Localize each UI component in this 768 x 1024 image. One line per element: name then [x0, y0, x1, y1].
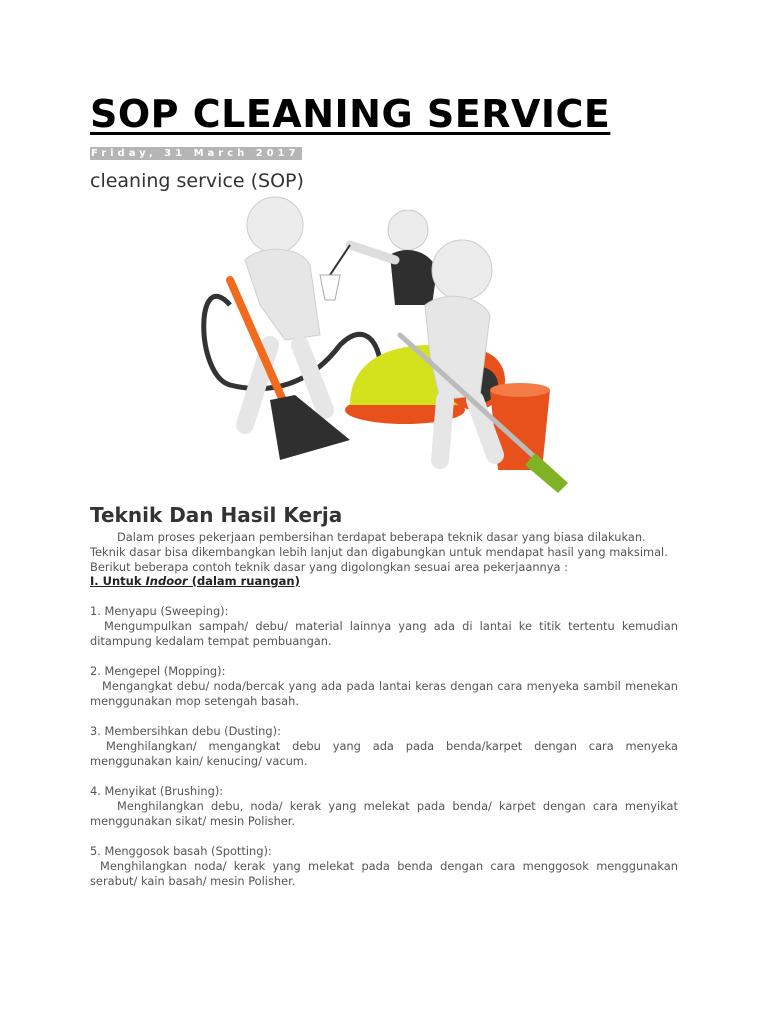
- item-body: Menghilangkan noda/ kerak yang melekat pada benda dengan cara menggosok menggunakan serabut/ kain basah/ mesin Polisher.: [90, 859, 678, 888]
- item-body: Menghilangkan debu, noda/ kerak yang melekat pada benda/ karpet dengan cara menyikat menggunakan sikat/ mesin Polisher.: [90, 799, 678, 828]
- list-item: [90, 664, 678, 709]
- item-title: 1. Menyapu (Sweeping):: [90, 604, 229, 618]
- intro-line-1: Dalam proses pekerjaan pembersihan terdapat beberapa teknik dasar yang biasa dilakukan. Teknik dasar bisa dikembangkan lebih lanjut dan digabungkan untuk mendapat hasil yang maksimal.: [90, 530, 668, 559]
- list-item: [90, 844, 678, 889]
- subheading-indoor: Indoor: [145, 574, 188, 588]
- intro-paragraph: [90, 530, 678, 575]
- intro-line-2: Berikut beberapa contoh teknik dasar yang digolongkan sesuai area pekerjaannya :: [90, 560, 568, 574]
- post-date: Friday, 31 March 2017: [91, 148, 300, 159]
- list-item: [90, 724, 678, 769]
- item-body: Mengumpulkan sampah/ debu/ material lainnya yang ada di lantai ke titik tertentu kemudian ditampung kedalam tempat pembuangan.: [90, 619, 678, 648]
- list-item: [90, 604, 678, 649]
- item-title: 2. Mengepel (Mopping):: [90, 664, 226, 678]
- item-title: 5. Menggosok basah (Spotting):: [90, 844, 272, 858]
- section-heading: Teknik Dan Hasil Kerja: [90, 503, 343, 527]
- subheading-suffix: (dalam ruangan): [187, 574, 300, 588]
- list-item: [90, 784, 678, 829]
- item-title: 3. Membersihkan debu (Dusting):: [90, 724, 281, 738]
- item-title: 4. Menyikat (Brushing):: [90, 784, 224, 798]
- item-body: Mengangkat debu/ noda/bercak yang ada pada lantai keras dengan cara menyeka sambil menekan menggunakan mop setengah basah.: [90, 679, 678, 708]
- cleaning-team-illustration: [190, 195, 580, 495]
- item-body: Menghilangkan/ mengangkat debu yang ada pada benda/karpet dengan cara menyeka menggunakan kain/ kenucing/ vacum.: [90, 739, 678, 768]
- post-heading: cleaning service (SOP): [90, 170, 304, 192]
- subheading-prefix: I. Untuk: [90, 574, 146, 588]
- page-title: SOP CLEANING SERVICE: [90, 92, 611, 136]
- indoor-subheading: [90, 574, 300, 589]
